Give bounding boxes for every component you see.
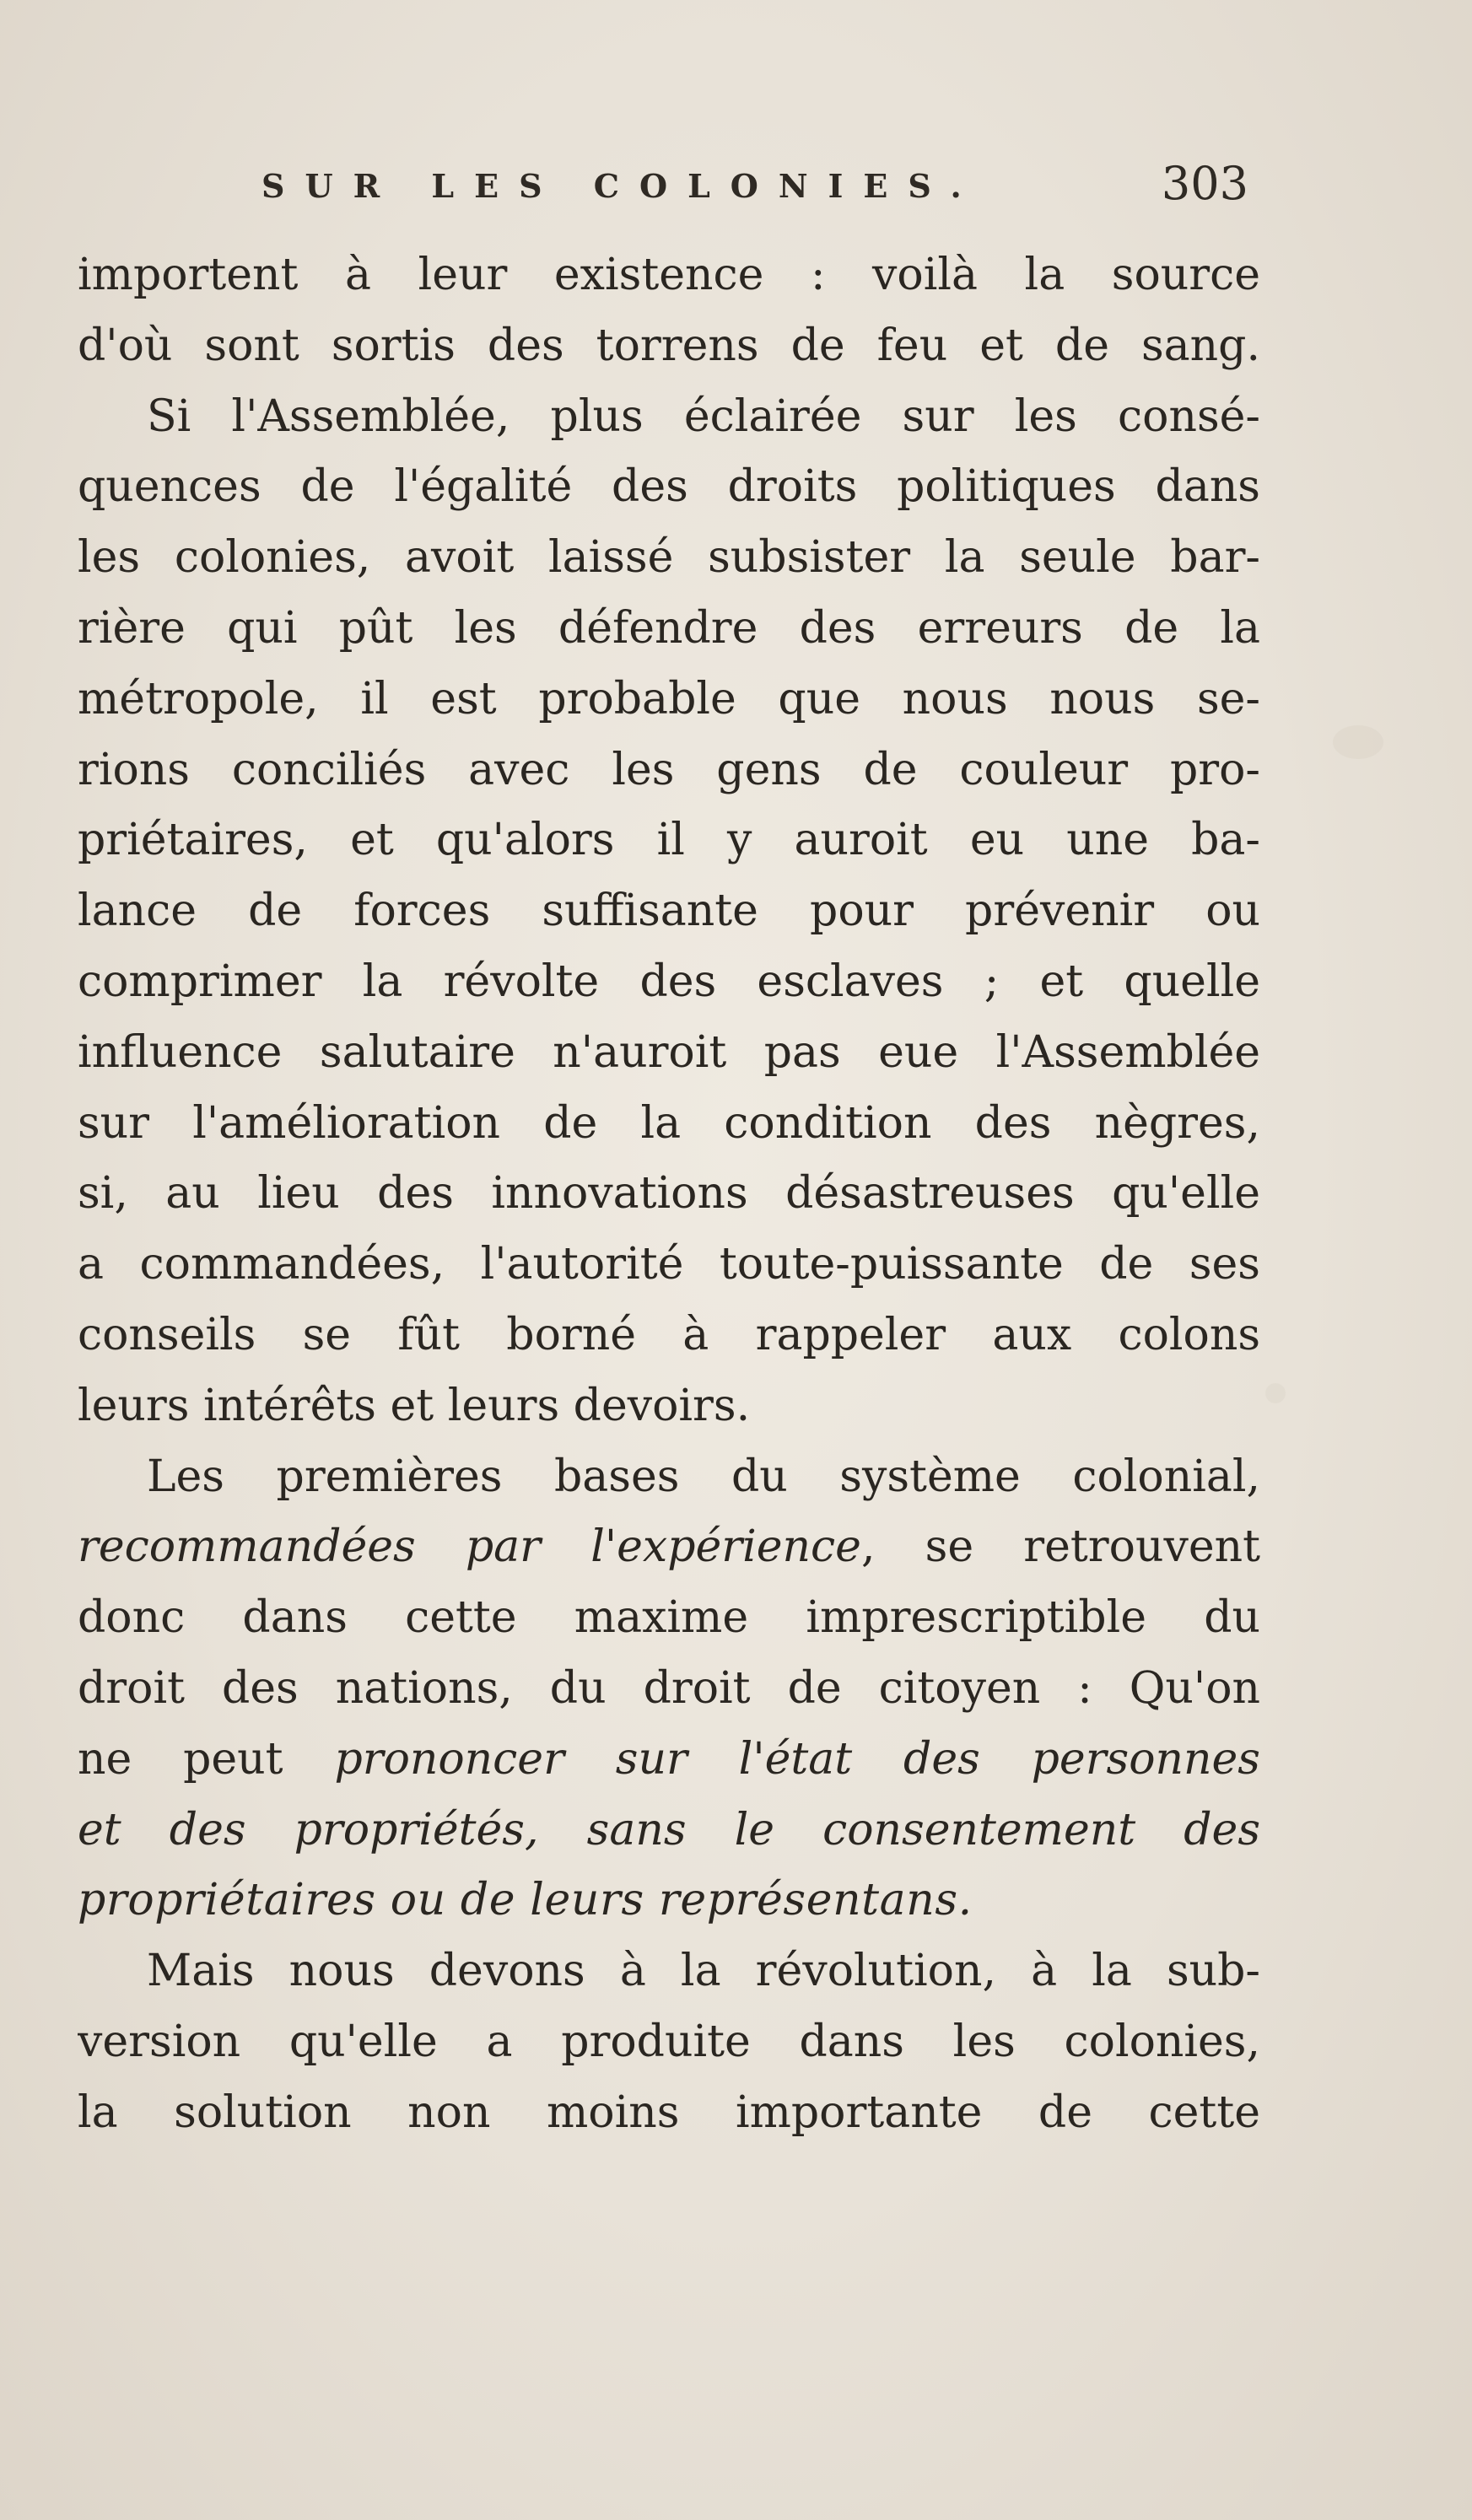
text-line: propriétaires ou de leurs représentans.	[78, 1875, 973, 1926]
text-line: d'où sont sortis des torrens de feu et de sang.	[78, 320, 1260, 371]
text-line: a commandées, l'autorité toute-puissante de ses	[78, 1239, 1260, 1290]
text-line: Les premières bases du système colonial,	[147, 1451, 1260, 1502]
running-head: SUR LES COLONIES.	[262, 167, 982, 205]
text-line: donc dans cette maxime imprescriptible du	[78, 1592, 1260, 1644]
text-line: Si l'Assemblée, plus éclairée sur les consé-	[147, 390, 1260, 442]
text-line: influence salutaire n'auroit pas eue l'Assemblée	[78, 1026, 1260, 1078]
text-line: et des propriétés, sans le consentement des	[78, 1804, 1260, 1855]
text-line: rière qui pût les défendre des erreurs de la	[78, 602, 1260, 654]
text-line: la solution non moins importante de cette	[78, 2087, 1260, 2138]
text-line: priétaires, et qu'alors il y auroit eu une ba-	[78, 815, 1260, 866]
text-line: version qu'elle a produite dans les colonies,	[78, 2016, 1260, 2067]
text-line: droit des nations, du droit de citoyen : Qu'on	[78, 1662, 1260, 1714]
text-line: quences de l'égalité des droits politiques dans	[78, 461, 1260, 513]
text-line: Mais nous devons à la révolution, à la sub-	[147, 1946, 1260, 1997]
text-line: les colonies, avoit laissé subsister la seule bar-	[78, 532, 1260, 584]
paper-stain	[1333, 725, 1383, 759]
text-line: lance de forces suffisante pour prévenir ou	[78, 886, 1260, 937]
text-line: rions conciliés avec les gens de couleur pro-	[78, 744, 1260, 795]
text-line: sur l'amélioration de la condition des nègres,	[78, 1097, 1260, 1149]
body-text	[78, 240, 1260, 2149]
text-line: comprimer la révolte des esclaves ; et quelle	[78, 956, 1260, 1007]
page-number: 303	[1161, 157, 1248, 210]
text-line: conseils se fût borné à rappeler aux colons	[78, 1309, 1260, 1360]
paper-stain	[1265, 1383, 1286, 1403]
page-header	[262, 157, 1248, 221]
text-line: recommandées par l'expérience, se retrouvent	[78, 1521, 1260, 1573]
text-line: métropole, il est probable que nous nous se-	[78, 673, 1260, 724]
text-line: si, au lieu des innovations désastreuses qu'elle	[78, 1168, 1260, 1220]
text-line: importent à leur existence : voilà la source	[78, 250, 1260, 300]
text-line: leurs intérêts et leurs devoirs.	[78, 1380, 751, 1431]
text-line: ne peut prononcer sur l'état des personnes	[78, 1733, 1260, 1785]
